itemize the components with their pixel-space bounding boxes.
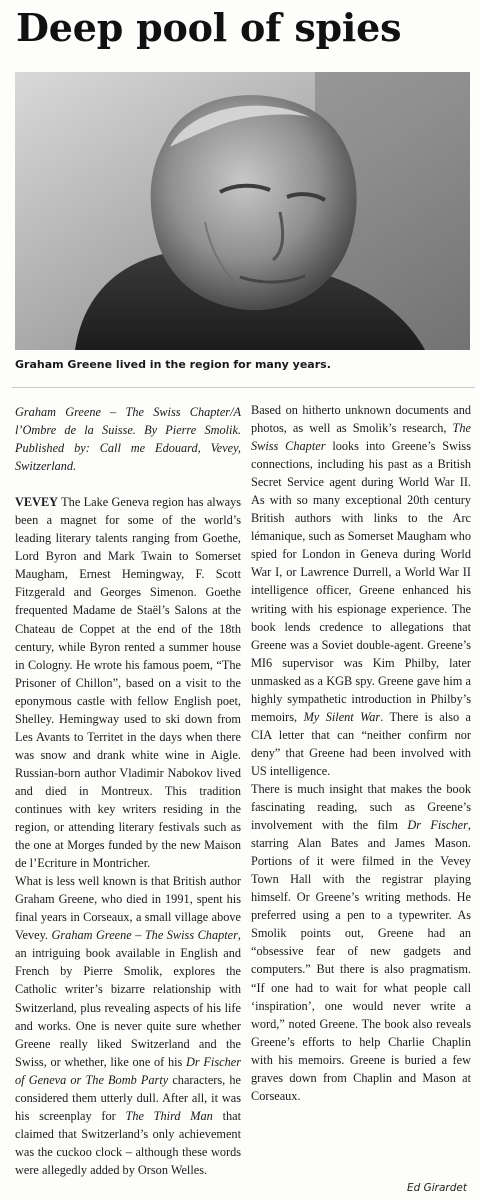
p4-text-a: There is much insight that makes the book fascinating reading, such as Greene’s involvement with the film — [251, 781, 471, 833]
author-byline: Ed Girardet — [406, 1182, 467, 1194]
p3-text-c: looks into Greene’s Swiss connections, including his past as a British Secret Service agent during World War II. As with so many exceptional 20th century British authors with links to the Arc lémanique, such as Somerset Maugham who spied for London in Geneva during World War I, or Lawrence Durrell, a World War II intelligence officer, Greene enhanced his writing with his espionage experience. The book lends credence to allegations that Greene was a Soviet double-agent. Greene’s MI6 supervisor was Kim Philby, later unmasked as a KGB spy. Greene gave him a highly sympathetic introduction in Philby’s memoirs, — [251, 439, 471, 724]
p2-title-third-man: The Third Man — [125, 1108, 213, 1123]
p2-title-dr-fischer: Dr Fischer of Geneva or The Bomb Party — [15, 1054, 241, 1087]
paragraph-greene — [15, 872, 241, 1179]
caption-divider — [12, 387, 475, 388]
p3-text-a: Based on hitherto unknown documents and photos, as well as Smolik’s research, — [251, 403, 471, 436]
dateline: VEVEY — [15, 495, 59, 510]
article-column-right — [251, 401, 471, 1105]
p2-text-c: , an intriguing book available in English and French by Pierre Smolik, explores the Catholic writer’s bizarre relationship with Switzerland, plus revealing aspects of his life and works. One is never quite sure whether Greene really liked Switzerland and the Swiss, or whether, like one of his — [15, 928, 241, 1069]
p3-title-swiss-chapter: The Swiss Chapter — [251, 421, 471, 454]
book-details: Graham Greene – The Swiss Chapter/A l’Ombre de la Suisse. By Pierre Smolik. Published by: Call me Edouard, Vevey, Switzerland. — [15, 405, 241, 474]
p2-text-e: characters, he considered them utterly dull. After all, it was his screenplay for — [15, 1072, 241, 1123]
headline: Deep pool of spies — [16, 5, 402, 50]
photo-caption: Graham Greene lived in the region for many years. — [15, 358, 331, 371]
p3-text-e: . There is also a CIA letter that can “neither confirm nor deny” that Greene had been involved with US intelligence. — [251, 709, 471, 778]
article-column-left — [15, 403, 241, 1179]
p4-text-c: , starring Alan Bates and James Mason. Portions of it were filmed in the Vevey Town Hall with the registrar playing himself. Or Greene’s writing methods. He preferred using a pen to a typewriter. As Smolik points out, Greene had an “obsessive fear of new gadgets and computers.” But there is also pragmatism. “If one had to wait for what people call ‘inspiration’, one would never write a word,” noted Greene. The book also reveals Greene’s efforts to help Charlie Chaplin with his memoirs. Greene is buried a few graves down from Chaplin and Mason at Corseaux. — [251, 818, 471, 1103]
paragraph-intro — [15, 493, 241, 872]
paragraph-intro-text: The Lake Geneva region has always been a magnet for some of the world’s leading literary talents ranging from Goethe, Lord Byron and Mark Twain to Somerset Maugham, Ernest Hemingway, F. Scott Fitzgerald and Georges Simenon. Goethe frequented Madame de Staël’s Salons at the Chateau de Coppet at the end of the 18th century, while Byron rented a summer house in Cologny. He wrote his famous poem, “The Prisoner of Chillon”, based on a visit to the eponymous castle with fellow English poet, Shelley. Hemingway used to ski down from Les Avants to Territet in the days when there was snow and drank white wine in Aigle. Russian-born author Vladimir Nabokov lived and died in Montreux. This tradition continues with key writers residing in the region, or attending literary festivals such as the one at Morges funded by the new Maison de l’Ecriture in Montricher. — [15, 495, 241, 871]
paragraph-espionage — [251, 401, 471, 780]
p3-title-my-silent-war: My Silent War — [303, 709, 381, 724]
paragraph-insight — [251, 780, 471, 1105]
p2-text-a: What is less well known is that British author Graham Greene, who died in 1991, spent his final years in Corseaux, a small village above Vevey. — [15, 874, 241, 943]
p2-title-swiss-chapter: Graham Greene – The Swiss Chapter — [51, 928, 238, 943]
p2-text-g: that claimed that Switzerland’s only achievement was the cuckoo clock – although these words were allegedly added by Orson Welles. — [15, 1108, 242, 1177]
graham-greene-photo — [15, 72, 470, 350]
p4-title-dr-fischer: Dr Fischer — [407, 818, 468, 833]
